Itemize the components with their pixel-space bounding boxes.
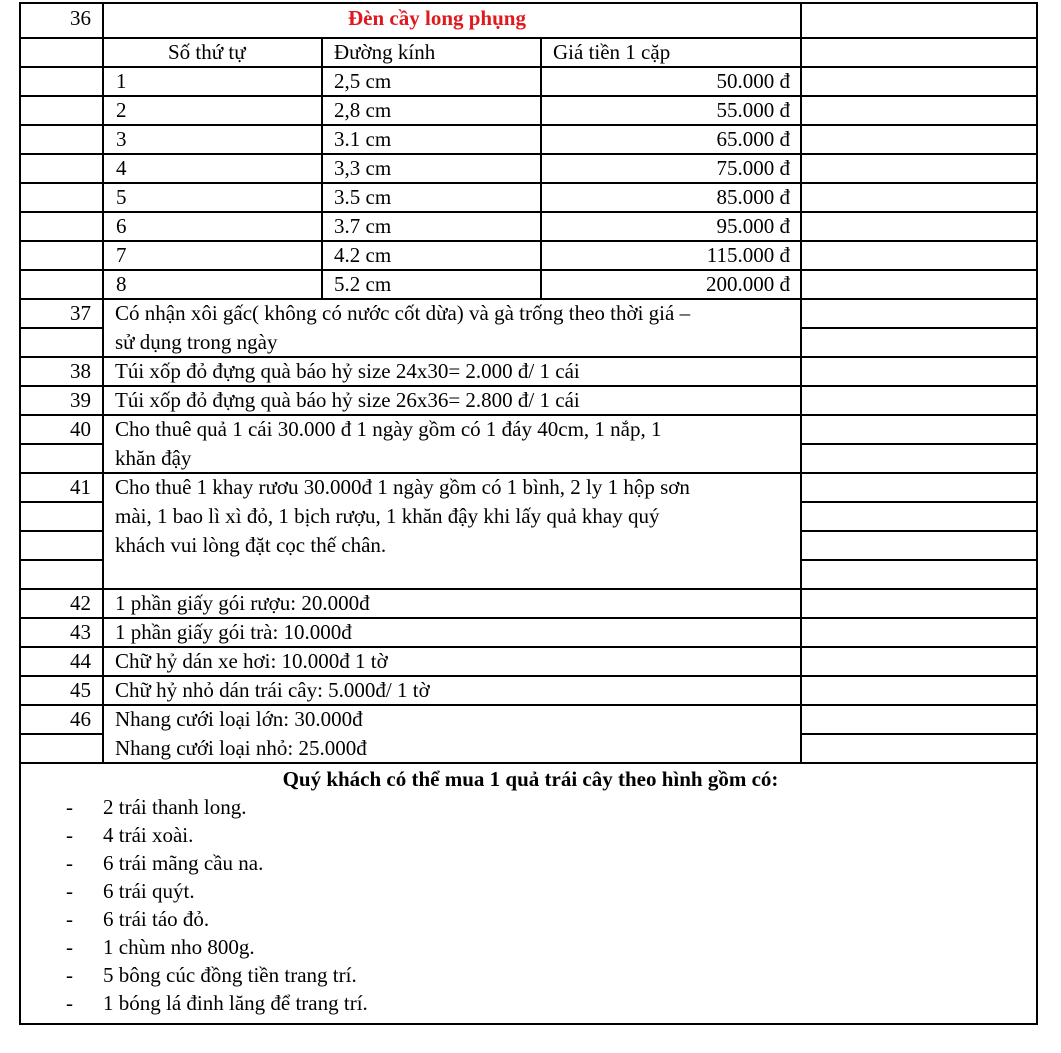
item-text-line: Nhang cưới loại lớn: 30.000đ	[115, 707, 363, 731]
table-rule-v	[800, 2, 802, 763]
table-rule-h	[19, 240, 1038, 242]
item-text-line: Túi xốp đỏ đựng quà báo hỷ size 24x30= 2.000 đ/ 1 cái	[115, 359, 580, 383]
candle-row-price: 115.000 đ	[706, 243, 790, 267]
item-text-line: Nhang cưới loại nhỏ: 25.000đ	[115, 736, 367, 760]
candle-row-index: 4	[116, 156, 127, 180]
table-rule-v	[540, 37, 542, 299]
item-number: 46	[70, 707, 91, 731]
table-rule-h	[19, 182, 1038, 184]
list-dash: -	[66, 907, 73, 931]
item-number: 37	[70, 301, 91, 325]
candle-row-diameter: 2,5 cm	[334, 69, 392, 93]
table-rule-h	[800, 327, 1038, 329]
item-text-line: sử dụng trong ngày	[115, 330, 278, 354]
table-rule-h	[800, 443, 1038, 445]
item-text-line: khăn đậy	[115, 446, 192, 470]
candle-row-index: 5	[116, 185, 127, 209]
table-rule-h	[19, 2, 1038, 4]
item-text-line: Chữ hỷ nhỏ dán trái cây: 5.000đ/ 1 tờ	[115, 678, 430, 702]
candle-row-index: 1	[116, 69, 127, 93]
section-title: Đèn cầy long phụng	[348, 6, 526, 30]
item-number: 44	[70, 649, 91, 673]
candle-row-price: 75.000 đ	[716, 156, 790, 180]
item-number: 42	[70, 591, 91, 615]
item-number: 38	[70, 359, 91, 383]
fruit-list-item: 5 bông cúc đồng tiền trang trí.	[103, 963, 357, 987]
table-rule-v	[102, 2, 104, 763]
list-dash: -	[66, 935, 73, 959]
item-text-line: Có nhận xôi gấc( không có nước cốt dừa) và gà trống theo thời giá –	[115, 301, 691, 325]
candle-row-diameter: 3.1 cm	[334, 127, 392, 151]
table-rule-h	[19, 269, 1038, 271]
fruit-list-item: 2 trái thanh long.	[103, 795, 247, 819]
list-dash: -	[66, 851, 73, 875]
candle-row-price: 200.000 đ	[706, 272, 790, 296]
candle-row-price: 95.000 đ	[716, 214, 790, 238]
fruit-list-item: 1 bóng lá đinh lăng để trang trí.	[103, 991, 368, 1015]
column-header-diameter: Đường kính	[334, 40, 436, 64]
fruit-list-item: 6 trái quýt.	[103, 879, 195, 903]
candle-row-price: 50.000 đ	[716, 69, 790, 93]
fruit-list-item: 6 trái mãng cầu na.	[103, 851, 264, 875]
candle-row-diameter: 3.7 cm	[334, 214, 392, 238]
item-text-line: Cho thuê 1 khay rươu 30.000đ 1 ngày gồm có 1 bình, 2 ly 1 hộp sơn	[115, 475, 690, 499]
item-text-line: 1 phần giấy gói trà: 10.000đ	[115, 620, 352, 644]
item-number: 41	[70, 475, 91, 499]
item-number: 45	[70, 678, 91, 702]
item-text-line: Chữ hỷ dán xe hơi: 10.000đ 1 tờ	[115, 649, 388, 673]
item-text-line: mài, 1 bao lì xì đỏ, 1 bịch rượu, 1 khăn đậy khi lấy quả khay quý	[115, 504, 660, 528]
candle-row-diameter: 3.5 cm	[334, 185, 392, 209]
table-rule-h	[19, 1023, 1038, 1025]
list-dash: -	[66, 879, 73, 903]
item-text-line: Cho thuê quả 1 cái 30.000 đ 1 ngày gồm có 1 đáy 40cm, 1 nắp, 1	[115, 417, 662, 441]
item-text-line: 1 phần giấy gói rượu: 20.000đ	[115, 591, 370, 615]
candle-row-index: 3	[116, 127, 127, 151]
list-dash: -	[66, 823, 73, 847]
candle-row-diameter: 4.2 cm	[334, 243, 392, 267]
candle-row-price: 65.000 đ	[716, 127, 790, 151]
column-header-price: Giá tiền 1 cặp	[553, 40, 671, 64]
candle-row-index: 6	[116, 214, 127, 238]
list-dash: -	[66, 963, 73, 987]
table-rule-h	[19, 211, 1038, 213]
column-header-index: Số thứ tự	[168, 40, 246, 64]
table-rule-h	[800, 530, 1038, 532]
fruit-heading: Quý khách có thể mua 1 quả trái cây theo hình gồm có:	[282, 767, 779, 791]
item-text-line: Túi xốp đỏ đựng quà báo hỷ size 26x36= 2.800 đ/ 1 cái	[115, 388, 580, 412]
table-rule-h	[19, 559, 104, 561]
list-dash: -	[66, 795, 73, 819]
table-rule-h	[19, 153, 1038, 155]
table-rule-v	[19, 2, 21, 1024]
candle-row-index: 2	[116, 98, 127, 122]
candle-row-index: 7	[116, 243, 127, 267]
candle-row-diameter: 5.2 cm	[334, 272, 392, 296]
item-text-line: khách vui lòng đặt cọc thế chân.	[115, 533, 387, 557]
candle-row-price: 85.000 đ	[716, 185, 790, 209]
table-rule-v	[321, 37, 323, 299]
item-number: 39	[70, 388, 91, 412]
table-rule-h	[19, 530, 104, 532]
list-dash: -	[66, 991, 73, 1015]
candle-row-price: 55.000 đ	[716, 98, 790, 122]
fruit-list-item: 1 chùm nho 800g.	[103, 935, 255, 959]
table-rule-v	[1036, 2, 1038, 1024]
fruit-list-item: 4 trái xoài.	[103, 823, 194, 847]
item-number: 43	[70, 620, 91, 644]
candle-row-index: 8	[116, 272, 127, 296]
item-number: 40	[70, 417, 91, 441]
item-number: 36	[70, 6, 91, 30]
table-rule-h	[19, 124, 1038, 126]
table-rule-h	[19, 95, 1038, 97]
fruit-list-item: 6 trái táo đỏ.	[103, 907, 210, 931]
candle-row-diameter: 3,3 cm	[334, 156, 392, 180]
table-rule-h	[800, 559, 1038, 561]
table-rule-h	[800, 733, 1038, 735]
candle-row-diameter: 2,8 cm	[334, 98, 392, 122]
table-rule-h	[800, 501, 1038, 503]
